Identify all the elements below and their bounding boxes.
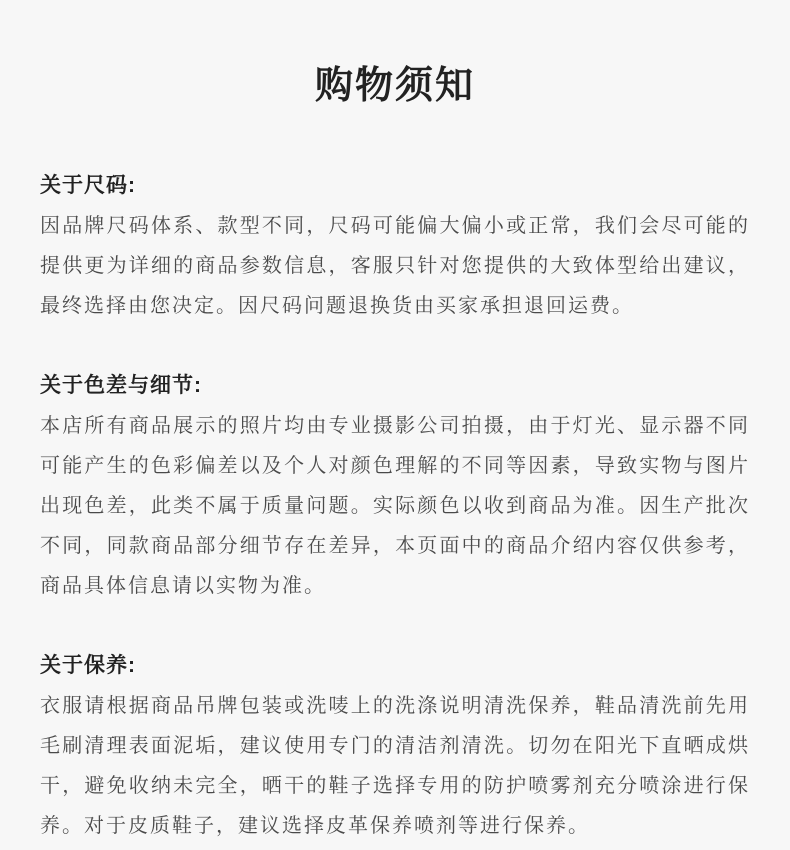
section-care-heading: 关于保养:	[40, 654, 136, 677]
section-care-body: 衣服请根据商品吊牌包装或洗唛上的洗涤说明清洗保养，鞋品清洗前先用毛刷清理表面泥垢，建议使用专门的清洁剂清洗。切勿在阳光下直晒成烘干，避免收纳未完全，晒干的鞋子选择专用的防护喷雾剂充分喷涂进行保养。对于皮质鞋子，建议选择皮革保养喷剂等进行保养。	[40, 695, 750, 837]
section-color-difference-heading: 关于色差与细节:	[40, 374, 202, 397]
page-title: 购物须知	[314, 65, 475, 107]
section-sizing	[40, 166, 750, 326]
section-color-difference-body: 本店所有商品展示的照片均由专业摄影公司拍摄，由于灯光、显示器不同可能产生的色彩偏差以及个人对颜色理解的不同等因素，导致实物与图片出现色差，此类不属于质量问题。实际颜色以收到商品为准。因生产批次不同，同款商品部分细节存在差异，本页面中的商品介绍内容仅供参考，商品具体信息请以实物为准。	[40, 415, 750, 597]
section-sizing-heading: 关于尺码:	[40, 174, 136, 197]
section-care	[40, 646, 750, 846]
section-sizing-body: 因品牌尺码体系、款型不同，尺码可能偏大偏小或正常，我们会尽可能的提供更为详细的商品参数信息，客服只针对您提供的大致体型给出建议，最终选择由您决定。因尺码问题退换货由买家承担退回运费。	[40, 215, 750, 317]
section-color-difference	[40, 366, 750, 606]
